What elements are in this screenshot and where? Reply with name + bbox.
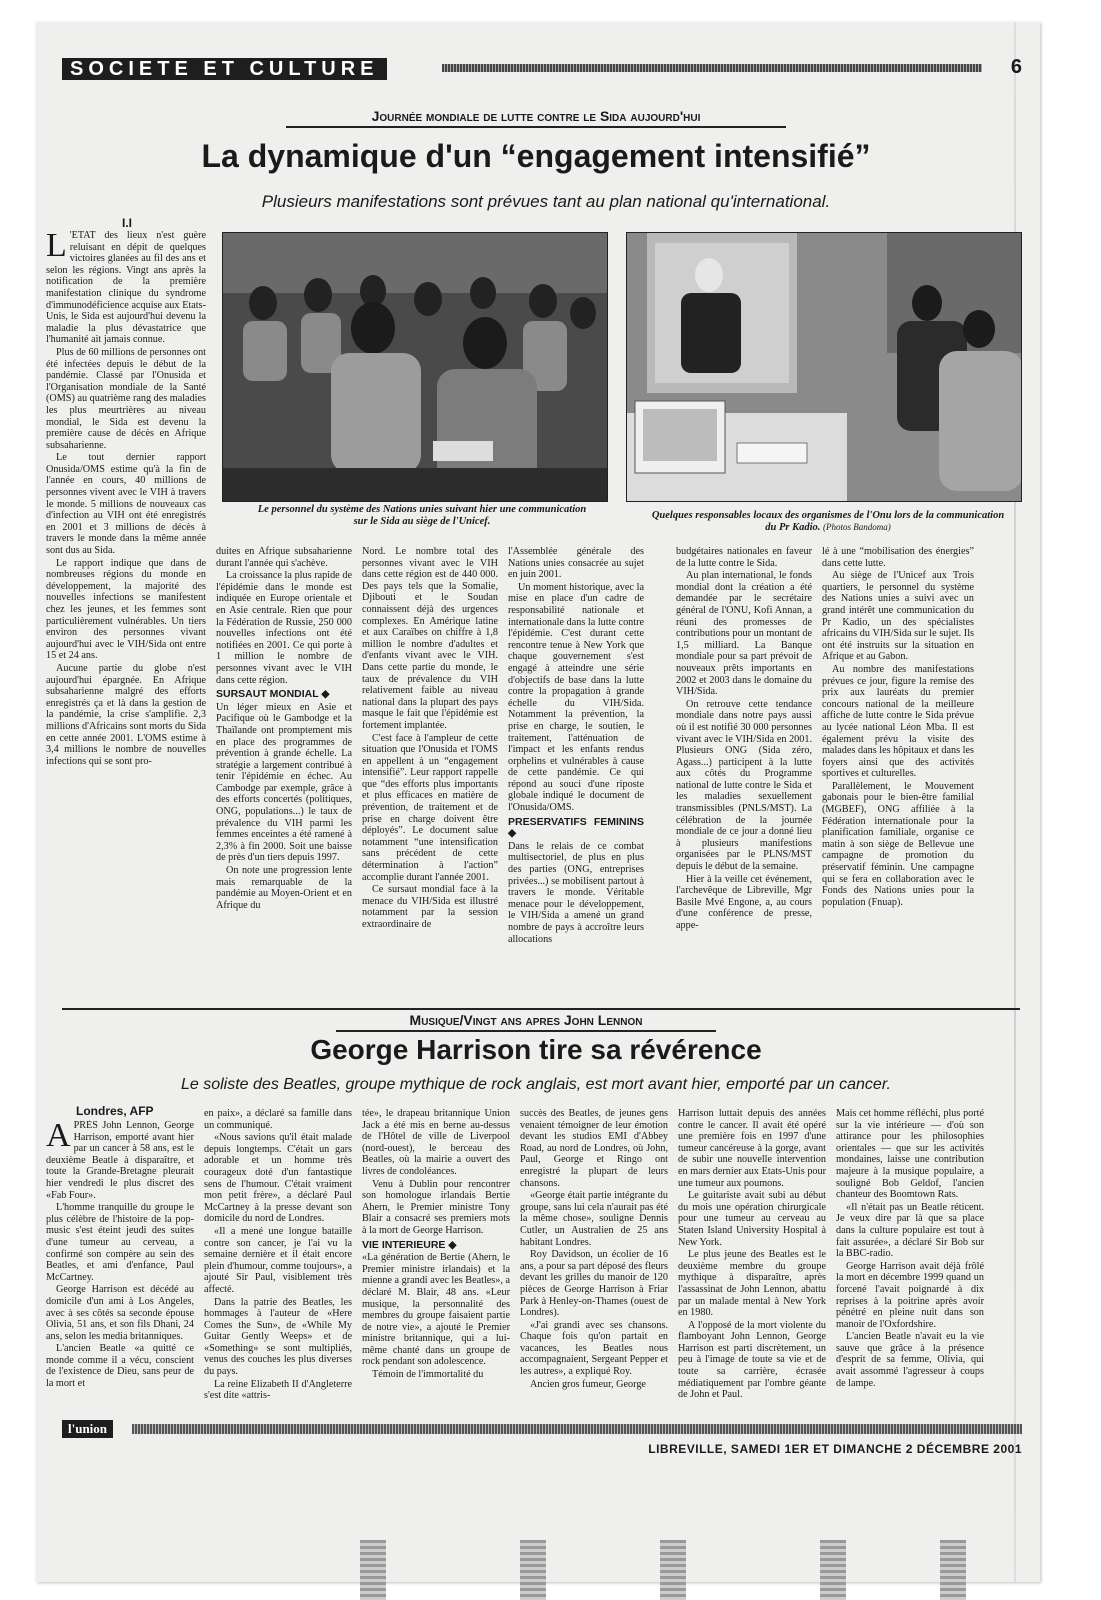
newspaper-page xyxy=(36,22,1040,1582)
paragraph: Un léger mieux en Asie et Pacifique où le Gambodge et la Thaïlande ont promptement mis en place des programmes de prévention à grande échelle. La stratégie a largement contribué à tenir l'épidémie en échec. Au Cambodge par exemple, grâce à des efforts concertés (politiques, ONG, populations...) le taux de prévalence du VIH parmi les femmes enceintes a été ramené à 2,3% à fin 2000. Soit une baisse de près d'un tiers depuis 1997. xyxy=(216,701,352,864)
paragraph: Le tout dernier rapport Onusida/OMS estime qu'à la fin de l'année en cours, 40 millions de personnes vivent avec le VIH à travers le monde. 5 millions de nouveaux cas d'infection au VIH ont été enregistrés en 2001 et 3 millions de décès à travers le monde dans la même année sont dus au Sida. xyxy=(46,452,206,557)
article1-deck: Plusieurs manifestations sont prévues tant au plan national qu'international. xyxy=(261,192,831,211)
article1-headline: La dynamique d'un “engagement intensifié” xyxy=(201,138,871,174)
paragraph: Témoin de l'immortalité du xyxy=(372,1369,484,1381)
paragraph: Parallèlement, le Mouvement gabonais pour le bien-être familial (MGBEF), ONG affiliée à la Fédération internationale pour la planification familiale, organise ce matin à son siège de Bellevue une campagne de promotion du préservatif féminin. Une campagne qui se fera en collaboration avec le Fonds des Nations unies pour la population (Fnuap). xyxy=(822,780,974,908)
paragraph: budgétaires nationales en faveur de la lutte contre le Sida. xyxy=(676,546,812,569)
paragraph: L'ancien Beatle «a quitté ce monde comme il a vécu, conscient de l'existence de Dieu, sans peur de la mort et xyxy=(46,1343,194,1390)
paragraph: Ce sursaut mondial face à la menace du VIH/Sida est illustré notamment par la session extraordinaire de xyxy=(362,884,498,930)
drop-cap: L xyxy=(46,230,67,264)
paragraph: Nord. Le nombre total des personnes vivant avec le VIH dans cette région est de 440 000. Des pays tels que la Somalie, Djibouti et le Soudan connaissent déjà des urgences complexes. En Amérique latine et aux Caraïbes on chiffre à 1,8 million le nombre d'adultes et d'enfants vivant avec le VIH. Dans cette partie du monde, le taux de prévalence du VIH relativement faible au niveau national dans la plupart des pays masque le fait que l'épidémie est fortement implantée. xyxy=(362,546,498,731)
paragraph: lé à une “mobilisation des énergies” dans cette lutte. xyxy=(822,546,974,569)
paragraph: «Il n'était pas un Beatle réticent. Je veux dire par là que sa place dans la culture populaire est tout à fait assurée», a déclaré Sir Bob sur la BBC-radio. xyxy=(836,1201,984,1260)
paragraph: «La génération de Bertie (Ahern, le Premier ministre irlandais) et la mienne a grandi avec les Beatles», a déclaré M. Blair, 48 ans. «Leur musique, la personnalité des membres du groupe faisaient partie de notre vie», a ajouté le Premier ministre britannique, qui a lui-même chanté dans un groupe de rock pendant son adolescence. xyxy=(362,1252,510,1368)
article1-kicker: Journée mondiale de lutte contre le Sida aujourd'hui xyxy=(286,108,786,128)
paragraph: Un moment historique, avec la mise en place d'un cadre de responsabilité nationale et internationale dans la lutte contre l'épidémie. C'est durant cette rencontre tenue à New York que chaque gouvernement s'est engagé à atteindre une série d'objectifs de base dans la lutte contre la propagation à grande échelle du VIH/Sida. Notamment la prévention, la prise en charge, le soutien, le traitement, l'atténuation de l'impact et les enfants rendus orphelins et vulnérables à cause de cette pandémie. Ce qui répond au souci d'une riposte globale indiqué le document de l'Onusida/OMS. xyxy=(508,581,644,814)
paragraph: A l'opposé de la mort violente du flamboyant John Lennon, George Harrison est parti discrètement, un peu à l'image de toute sa vie et de toute sa carrière, écrasée médiatiquement par l'ombre géante de John et Paul. xyxy=(678,1319,826,1401)
subhead-vie-interieure: VIE INTERIEURE ◆ xyxy=(362,1238,457,1251)
paragraph: La croissance la plus rapide de l'épidémie dans le monde est indiquée en Europe orientale et en Asie centrale. Rien que pour la Fédération de Russie, 250 000 nouvelles infections ont été notifiées en 2001. Ce qui porte à 1 million le nombre de personnes vivant avec le VIH dans cette région. xyxy=(216,570,352,686)
paragraph: Aucune partie du globe n'est aujourd'hui épargnée. En Afrique subsaharienne malgré des efforts enregistrés ça et là dans la gestion de la pandémie, la crise s'amplifie. 2,3 millions d'Africains sont morts du Sida en cette année 2001. L'OMS estime à 3,4 millions le nombre de nouvelles infections qui se sont pro- xyxy=(46,662,206,767)
article1-column-4 xyxy=(508,546,644,946)
paragraph: L'ancien Beatle n'avait eu la vie sauve que grâce à la présence d'esprit de sa femme, Olivia, qui avait assommé l'agresseur à coups de lampe. xyxy=(836,1331,984,1389)
paragraph: en paix», a déclaré sa famille dans un communiqué. xyxy=(204,1108,352,1131)
article1-column-6 xyxy=(822,546,974,946)
section-label: SOCIETE ET CULTURE xyxy=(62,58,387,80)
paragraph: Harrison luttait depuis des années contre le cancer. Il avait été opéré une première fois en 1997 d'une tumeur cancéreuse à la gorge, avant de subir une nouvelle intervention en mars dernier aux Etats-Unis pour une tumeur aux poumons. xyxy=(678,1108,826,1189)
page-footer xyxy=(62,1420,1022,1456)
article2-column-6 xyxy=(836,1108,984,1410)
article-divider xyxy=(62,1008,1020,1010)
paragraph: Au siège de l'Unicef aux Trois quartiers, le personnel du système des Nations unies a suivi avec un grand intérêt une communication du Pr Kadio, un des spécialistes africains du VIH/Sida sur le sujet. Ils ont été instruits sur la situation en Afrique et au Gabon. xyxy=(822,570,974,663)
paragraph xyxy=(46,1120,194,1201)
article2-byline: Londres, AFP xyxy=(76,1104,154,1118)
subhead-sursaut-mondial: SURSAUT MONDIAL ◆ xyxy=(216,688,330,701)
photo-caption-right xyxy=(648,510,1008,534)
paragraph: tée», le drapeau britannique Union Jack a été mis en berne au-dessus de l'Hôtel de ville de Liverpool (nord-ouest), le berceau des Beatles, où la mairie a ouvert des livres de condoléances. xyxy=(362,1108,510,1177)
paragraph: Hier à la veille cet événement, l'archevêque de Libreville, Mgr Basile Mvé Engone, a, au cours d'une conférence de presse, appe- xyxy=(676,873,812,931)
paragraph: Plus de 60 millions de personnes ont été infectées depuis le début de la pandémie. Classé par l'Onusida et l'Organisation mondiale de la Santé (OMS) au quatrième rang des maladies les plus meurtrières au niveau mondial, le Sida est devenu la première cause de décès en Afrique subsaharienne. xyxy=(46,346,206,451)
paragraph: Au nombre des manifestations prévues ce jour, figure la remise des prix aux lauréats du premier concours national de la meilleure affiche de lutte contre le Sida prévue au lycée national Léon Mba. Il est également prévu la visite des malades dans les hôpitaux et dans les foyers ainsi que des activités sportives et culturelles. xyxy=(822,663,974,780)
paragraph: C'est face à l'ampleur de cette situation que l'Onusida et l'OMS en appellent à un “engagement intensifié”. Leur rapport rappelle que “des efforts plus importants et plus efficaces en matière de prévention, de traitement et de prise en charge doivent être déployés”. Le document salue notamment “une intensification sans précédent de cette détermination à l'action” accomplie durant l'année 2001. xyxy=(362,732,498,883)
paragraph: «J'ai grandi avec ses chansons. Chaque fois qu'on partait en vacances, les Beatles nous accompagnaient, Sergeant Pepper et les autres», a expliqué Roy. xyxy=(520,1319,668,1378)
photo-officials-illustration xyxy=(627,233,1022,502)
paragraph: Ancien gros fumeur, George xyxy=(530,1378,646,1390)
page-number: 6 xyxy=(1010,56,1022,78)
paragraph: La reine Elizabeth II d'Angleterre s'est dite «attris- xyxy=(204,1378,352,1402)
caption-right-text: Quelques responsables locaux des organismes de l'Onu lors de la communication du Pr Kadio. xyxy=(651,510,1005,534)
paragraph: Dans la patrie des Beatles, les hommages à l'auteur de «Here Comes the Sun», de «While My Guitar Gently Weeps» et de «Something» se sont multipliés, venus des couches les plus diverses du pays. xyxy=(204,1296,352,1378)
paragraph: Au plan international, le fonds mondial dont la création a été demandée par le secrétaire général de l'ONU, Kofi Annan, a réuni des promesses de contributions pour un montant de 1,5 milliard. La Banque mondiale pour sa part prévoit de nouveaux prêts importants en 2002 et 2003 dans le domaine du VIH/Sida. xyxy=(676,570,812,698)
paragraph-text: PRÈS John Lennon, George Harrison, emporté avant hier par un cancer à 58 ans, est le deuxième Beatle à disparaître, et toute la Grande-Bretagne pleurait hier vendredi le plus discret des «Fab Four». xyxy=(46,1120,194,1201)
paragraph: duites en Afrique subsaharienne durant l'année qui s'achève. xyxy=(216,546,352,569)
paragraph: Le plus jeune des Beatles est le deuxième membre du groupe mythique à disparaître, après l'assassinat de John Lennon, abattu par un malade mental à New York en 1980. xyxy=(678,1249,826,1319)
article1-column-3 xyxy=(362,546,498,946)
paragraph: On retrouve cette tendance mondiale dans notre pays aussi où il est notifié 30 000 personnes vivant avec le VIH/Sida en 2001. Plusieurs ONG (Sida zéro, Agass...) participent à la lutte aux côtés du Programme national de lutte contre le Sida et les maladies sexuellement transmissibles (PNLS/MST). La célébration de la journée mondiale de ce jour a donné lieu à plusieurs manifestions organisées par le PLNS/MST depuis le début de la semaine. xyxy=(676,698,812,873)
article2-column-1 xyxy=(46,1120,194,1410)
paragraph: «George était partie intégrante du groupe, sans lui cela n'aurait pas été la même chose», souligne Dennis Cutler, un Australien de 25 ans habitant Londres. xyxy=(520,1190,668,1248)
article1-column-1 xyxy=(46,230,206,944)
paragraph: Venu à Dublin pour rencontrer son homologue irlandais Bertie Ahern, le Premier ministre Tony Blair a consacré ses premiers mots à la mort de George Harrison. xyxy=(362,1178,510,1236)
article2-deck: Le soliste des Beatles, groupe mythique de rock anglais, est mort avant hier, emporté par un cancer. xyxy=(180,1076,891,1093)
drop-cap: A xyxy=(46,1120,71,1154)
article1-byline: I.I xyxy=(122,216,133,230)
article2-column-4 xyxy=(520,1108,668,1410)
paragraph: «Nous savions qu'il était malade depuis longtemps. C'était un gars adorable et un homme très courageux doté d'un fantastique sens de l'humour. C'était vraiment mon petit frère», a déclaré Paul McCartney à la presse devant son domicile du nord de Londres. xyxy=(204,1132,352,1225)
article2-kicker: Musique/Vingt ans apres John Lennon xyxy=(336,1012,716,1032)
paragraph: «Il a mené une longue bataille contre son cancer, je l'ai vu la semaine dernière et il était encore plein d'humour, comme toujours», a ajouté Sir Paul, visiblement très affecté. xyxy=(204,1225,352,1295)
photo-caption-left: Le personnel du système des Nations unies suivant hier une communication sur le Sida au siège de l'Unicef. xyxy=(257,504,587,528)
paragraph: l'Assemblée générale des Nations unies consacrée au sujet en juin 2001. xyxy=(508,546,644,581)
footer-rule xyxy=(132,1424,1022,1434)
newspaper-logo: l'union xyxy=(62,1420,113,1438)
photo-audience-illustration xyxy=(223,233,608,502)
article1-column-2 xyxy=(216,546,352,946)
paragraph: George Harrison avait déjà frôlé la mort en décembre 1999 quand un forcené l'avait poignardé à dix reprises à la poitrine après avoir pénétré en pleine nuit dans son manoir de l'Oxfordshire. xyxy=(836,1260,984,1330)
article2-column-5 xyxy=(678,1108,826,1410)
paragraph: Le guitariste avait subi au début du mois une opération chirurgicale pour une tumeur au cerveau au Staten Island University Hospital à New York. xyxy=(678,1190,826,1248)
photo-onu-officials xyxy=(626,232,1022,502)
paragraph: Le rapport indique que dans de nombreuses régions du monde en développement, la majorité des nouvelles infections se manifestent chez les jeunes, et les femmes sont particulièrement vulnérables. Un tiers environ des personnes vivant aujourd'hui avec le VIH/Sida ont entre 15 et 24 ans. xyxy=(46,557,206,662)
photo-unicef-audience xyxy=(222,232,608,502)
footer-dateline: LIBREVILLE, SAMEDI 1ER ET DIMANCHE 2 DÉCEMBRE 2001 xyxy=(648,1442,1022,1456)
paragraph: Roy Davidson, un écolier de 16 ans, a pour sa part déposé des fleurs devant les grilles du manoir de 120 pièces de George Harrison à Friar Park à Henley-on-Thames (ouest de Londres). xyxy=(520,1249,668,1319)
paragraph: On note une progression lente mais remarquable de la pandémie au Moyen-Orient et en Afrique du xyxy=(216,865,352,911)
paragraph-text: 'ETAT des lieux n'est guère reluisant en dépit de quelques victoires glanées au fil des ans et selon les régions. Vingt ans après la notification de la première manifestation clinique du syndrome d'immunodéficience acquise aux Etats-Unis, le Sida est aujourd'hui devenu la maladie la plus dévastatrice que l'humanité ait jamais connue. xyxy=(46,230,206,346)
paragraph: L'homme tranquille du groupe le plus célèbre de l'histoire de la pop-music s'est éteint jeudi des suites d'une tumeur au cerveau, a confirmé son compère au sein des Beatles, et ami d'enfance, Paul McCartney. xyxy=(46,1202,194,1283)
paragraph: Mais cet homme réfléchi, plus porté sur la vie intérieure — d'où son attirance pour les philosophies orientales — que sur les activités mondaines, laisse une contribution majeure à la musique populaire, a souligné Bob Geldof, l'ancien chanteur des Boomtown Rats. xyxy=(836,1108,984,1201)
article2-headline: George Harrison tire sa révérence xyxy=(310,1034,762,1065)
article1-column-5 xyxy=(676,546,812,946)
paragraph: George Harrison est décédé au domicile d'un ami à Los Angeles, avec à ses côtés sa seconde épouse Olivia, 51 ans, et son fils Dhani, 24 ans, selon les media britanniques. xyxy=(46,1284,194,1342)
article2-column-3 xyxy=(362,1108,510,1410)
paragraph: Dans le relais de ce combat multisectoriel, de plus en plus des parties (ONG, entreprises privées...) se mobilisent partout à travers le monde. Véritable menace pour le développement, le VIH/Sida a amené un grand nombre de pays à accroître leurs allocations xyxy=(508,840,644,945)
subhead-preservatifs-feminins: PRESERVATIFS FEMININS ◆ xyxy=(508,815,644,840)
paragraph xyxy=(46,230,206,346)
photo-credit: (Photos Bandoma) xyxy=(823,522,891,533)
scanner-clip-marks xyxy=(360,1540,960,1600)
rubric-rule xyxy=(442,64,982,72)
section-rubric xyxy=(62,58,1022,80)
article2-column-2 xyxy=(204,1108,352,1410)
paragraph: succès des Beatles, de jeunes gens venaient témoigner de leur émotion devant les studios EMI d'Abbey Road, au nord de Londres, où John, Paul, George et Ringo ont enregistré la plupart de leurs chansons. xyxy=(520,1108,668,1189)
